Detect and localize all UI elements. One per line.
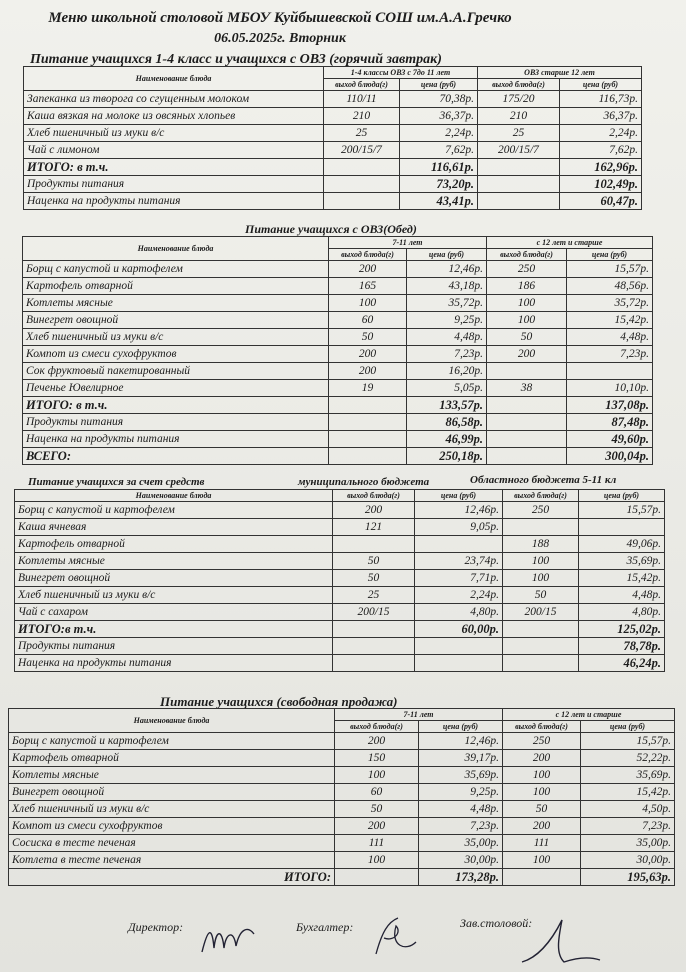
menu-row xyxy=(15,536,665,553)
price-b: 15,42р. xyxy=(579,570,665,587)
col-name-header: Наименование блюда xyxy=(15,490,333,502)
portion-a: 150 xyxy=(335,750,419,767)
col-name-header: Наименование блюда xyxy=(9,709,335,733)
markup-label: Наценка на продукты питания xyxy=(15,655,333,672)
price-a: 36,37р. xyxy=(400,108,478,125)
price-a: 43,18р. xyxy=(407,278,487,295)
grand-total-row xyxy=(23,448,653,465)
price-b: 15,42р. xyxy=(567,312,653,329)
portion-b: 250 xyxy=(503,502,579,519)
total-label: ИТОГО: в т.ч. xyxy=(24,159,324,176)
portion-a: 50 xyxy=(333,553,415,570)
portion-a: 200 xyxy=(335,818,419,835)
menu-row xyxy=(23,380,653,397)
col-name-header: Наименование блюда xyxy=(24,67,324,91)
portion-a: 100 xyxy=(329,295,407,312)
total-a: 116,61р. xyxy=(400,159,478,176)
dish-name: Компот из смеси сухофруктов xyxy=(23,346,329,363)
price-b: 35,69р. xyxy=(579,553,665,570)
portion-a: 111 xyxy=(335,835,419,852)
price-a: 2,24р. xyxy=(415,587,503,604)
food-b: 87,48р. xyxy=(567,414,653,431)
dish-name: Котлеты мясные xyxy=(9,767,335,784)
price-a: 4,80р. xyxy=(415,604,503,621)
food-row xyxy=(15,638,665,655)
portion-b: 100 xyxy=(487,295,567,312)
dish-name: Картофель отварной xyxy=(15,536,333,553)
portion-a: 121 xyxy=(333,519,415,536)
dish-name: Запеканка из творога со сгущенным молоком xyxy=(24,91,324,108)
portion-a: 200/15 xyxy=(333,604,415,621)
price-a: 7,62р. xyxy=(400,142,478,159)
price-b: 35,72р. xyxy=(567,295,653,312)
price-a: 9,25р. xyxy=(407,312,487,329)
dish-name: Котлеты мясные xyxy=(15,553,333,570)
menu-row xyxy=(9,835,675,852)
markup-label: Наценка на продукты питания xyxy=(23,431,329,448)
section-3-title-c: Областного бюджета 5-11 кл xyxy=(470,474,617,486)
food-b: 102,49р. xyxy=(560,176,642,193)
menu-row xyxy=(15,519,665,536)
menu-row xyxy=(23,261,653,278)
free-sale-table xyxy=(8,708,675,886)
col-name-header: Наименование блюда xyxy=(23,237,329,261)
portion-b: 50 xyxy=(503,587,579,604)
total-label: ИТОГО: в т.ч. xyxy=(23,397,329,414)
price-a: 12,46р. xyxy=(415,502,503,519)
portion-a xyxy=(333,536,415,553)
accountant-label: Бухгалтер: xyxy=(296,920,354,934)
portion-b: 200/15 xyxy=(503,604,579,621)
portion-a: 200 xyxy=(329,261,407,278)
price-b: 4,50р. xyxy=(581,801,675,818)
price-a: 7,23р. xyxy=(419,818,503,835)
dish-name: Хлеб пшеничный из муки в/с xyxy=(15,587,333,604)
price-b: 4,80р. xyxy=(579,604,665,621)
portion-b: 250 xyxy=(503,733,581,750)
menu-row xyxy=(15,570,665,587)
col-price-header: цена (руб) xyxy=(560,79,642,91)
col-out-header: выход блюда(г) xyxy=(329,249,407,261)
food-b: 78,78р. xyxy=(579,638,665,655)
food-row xyxy=(24,176,642,193)
portion-a: 100 xyxy=(335,767,419,784)
menu-row xyxy=(23,346,653,363)
menu-row xyxy=(23,295,653,312)
total-row xyxy=(9,869,675,886)
price-b: 36,37р. xyxy=(560,108,642,125)
section-2-title: Питание учащихся с ОВЗ(Обед) xyxy=(245,222,417,236)
col-price-header: цена (руб) xyxy=(415,490,503,502)
portion-b: 186 xyxy=(487,278,567,295)
portion-b: 100 xyxy=(503,767,581,784)
portion-a: 200 xyxy=(329,346,407,363)
price-b: 10,10р. xyxy=(567,380,653,397)
price-a xyxy=(415,536,503,553)
group-a-header: 7-11 лет xyxy=(329,237,487,249)
price-a: 9,25р. xyxy=(419,784,503,801)
col-out-header: выход блюда(г) xyxy=(335,721,419,733)
total-a: 173,28р. xyxy=(419,869,503,886)
group-a-header: 1-4 классы ОВЗ с 7до 11 лет xyxy=(324,67,478,79)
dish-name: Печенье Ювелирное xyxy=(23,380,329,397)
menu-row xyxy=(9,750,675,767)
food-a: 86,58р. xyxy=(407,414,487,431)
dish-name: Винегрет овощной xyxy=(23,312,329,329)
dish-name: Компот из смеси сухофруктов xyxy=(9,818,335,835)
dish-name: Борщ с капустой и картофелем xyxy=(23,261,329,278)
portion-a: 19 xyxy=(329,380,407,397)
price-a: 35,72р. xyxy=(407,295,487,312)
col-out-header: выход блюда(г) xyxy=(478,79,560,91)
total-b: 162,96р. xyxy=(560,159,642,176)
total-row xyxy=(24,159,642,176)
menu-row xyxy=(9,852,675,869)
lunch-ovz-table xyxy=(22,236,653,465)
dish-name: Винегрет овощной xyxy=(15,570,333,587)
food-row xyxy=(23,414,653,431)
dish-name: Борщ с капустой и картофелем xyxy=(9,733,335,750)
total-b: 125,02р. xyxy=(579,621,665,638)
markup-a: 46,99р. xyxy=(407,431,487,448)
dish-name: Котлета в тесте печеная xyxy=(9,852,335,869)
price-b: 2,24р. xyxy=(560,125,642,142)
budget-table xyxy=(14,489,665,672)
price-a: 70,38р. xyxy=(400,91,478,108)
markup-row xyxy=(15,655,665,672)
section-3-title-b: муниципального бюджета xyxy=(298,476,430,488)
total-row xyxy=(15,621,665,638)
portion-a: 50 xyxy=(333,570,415,587)
price-b: 4,48р. xyxy=(567,329,653,346)
portion-b: 50 xyxy=(487,329,567,346)
col-out-header: выход блюда(г) xyxy=(324,79,400,91)
price-b: 15,42р. xyxy=(581,784,675,801)
portion-a: 200 xyxy=(335,733,419,750)
group-b-header: с 12 лет и старше xyxy=(503,709,675,721)
markup-b: 60,47р. xyxy=(560,193,642,210)
col-price-header: цена (руб) xyxy=(407,249,487,261)
grand-total-a: 250,18р. xyxy=(407,448,487,465)
col-price-header: цена (руб) xyxy=(581,721,675,733)
portion-a: 25 xyxy=(324,125,400,142)
menu-row xyxy=(23,278,653,295)
total-a: 60,00р. xyxy=(415,621,503,638)
portion-b: 25 xyxy=(478,125,560,142)
price-b xyxy=(579,519,665,536)
menu-row xyxy=(24,91,642,108)
dish-name: Картофель отварной xyxy=(23,278,329,295)
price-b: 35,69р. xyxy=(581,767,675,784)
col-price-header: цена (руб) xyxy=(579,490,665,502)
food-label: Продукты питания xyxy=(24,176,324,193)
portion-b: 100 xyxy=(503,553,579,570)
portion-b xyxy=(487,363,567,380)
total-row xyxy=(23,397,653,414)
price-a: 30,00р. xyxy=(419,852,503,869)
price-a: 35,69р. xyxy=(419,767,503,784)
col-out-header: выход блюда(г) xyxy=(487,249,567,261)
col-out-header: выход блюда(г) xyxy=(333,490,415,502)
menu-row xyxy=(9,818,675,835)
portion-a: 200/15/7 xyxy=(324,142,400,159)
markup-row xyxy=(24,193,642,210)
group-b-header: с 12 лет и старше xyxy=(487,237,653,249)
food-label: Продукты питания xyxy=(15,638,333,655)
portion-b: 100 xyxy=(503,570,579,587)
portion-a: 100 xyxy=(335,852,419,869)
portion-b: 111 xyxy=(503,835,581,852)
dish-name: Каша ячневая xyxy=(15,519,333,536)
portion-b: 100 xyxy=(503,852,581,869)
total-label: ИТОГО: xyxy=(9,869,335,886)
price-b: 15,57р. xyxy=(579,502,665,519)
total-b: 137,08р. xyxy=(567,397,653,414)
portion-a: 210 xyxy=(324,108,400,125)
price-a: 7,71р. xyxy=(415,570,503,587)
dish-name: Борщ с капустой и картофелем xyxy=(15,502,333,519)
price-b: 15,57р. xyxy=(581,733,675,750)
total-b: 195,63р. xyxy=(581,869,675,886)
portion-a: 110/11 xyxy=(324,91,400,108)
price-b: 7,23р. xyxy=(581,818,675,835)
price-a: 4,48р. xyxy=(419,801,503,818)
markup-b: 46,24р. xyxy=(579,655,665,672)
col-price-header: цена (руб) xyxy=(419,721,503,733)
price-a: 2,24р. xyxy=(400,125,478,142)
dish-name: Винегрет овощной xyxy=(9,784,335,801)
price-a: 35,00р. xyxy=(419,835,503,852)
dish-name: Сосиска в тесте печеная xyxy=(9,835,335,852)
menu-date: 06.05.2025г. Вторник xyxy=(214,31,346,46)
price-b: 52,22р. xyxy=(581,750,675,767)
price-a: 12,46р. xyxy=(419,733,503,750)
portion-b xyxy=(503,519,579,536)
menu-row xyxy=(24,142,642,159)
director-label: Директор: xyxy=(128,920,184,934)
group-b-header: ОВЗ старше 12 лет xyxy=(478,67,642,79)
breakfast-table xyxy=(23,66,642,210)
dish-name: Хлеб пшеничный из муки в/с xyxy=(24,125,324,142)
grand-total-label: ВСЕГО: xyxy=(23,448,329,465)
price-b: 7,62р. xyxy=(560,142,642,159)
dish-name: Котлеты мясные xyxy=(23,295,329,312)
section-4-title: Питание учащихся (свободная продажа) xyxy=(160,694,398,709)
section-1-title: Питание учащихся 1-4 класс и учащихся с ОВЗ (горячий завтрак) xyxy=(30,52,442,67)
price-a: 4,48р. xyxy=(407,329,487,346)
portion-a: 25 xyxy=(333,587,415,604)
col-price-header: цена (руб) xyxy=(567,249,653,261)
price-a: 12,46р. xyxy=(407,261,487,278)
dish-name: Чай с сахаром xyxy=(15,604,333,621)
menu-row xyxy=(24,125,642,142)
portion-b: 50 xyxy=(503,801,581,818)
dish-name: Картофель отварной xyxy=(9,750,335,767)
portion-b: 100 xyxy=(503,784,581,801)
price-b: 4,48р. xyxy=(579,587,665,604)
price-b: 30,00р. xyxy=(581,852,675,869)
section-3-title-a: Питание учащихся за счет средств xyxy=(28,476,205,488)
markup-row xyxy=(23,431,653,448)
markup-a: 43,41р. xyxy=(400,193,478,210)
markup-b: 49,60р. xyxy=(567,431,653,448)
portion-b: 200 xyxy=(503,750,581,767)
price-a: 16,20р. xyxy=(407,363,487,380)
portion-b: 210 xyxy=(478,108,560,125)
portion-b: 38 xyxy=(487,380,567,397)
price-b: 15,57р. xyxy=(567,261,653,278)
menu-row xyxy=(15,502,665,519)
price-b: 116,73р. xyxy=(560,91,642,108)
price-b: 49,06р. xyxy=(579,536,665,553)
price-a: 5,05р. xyxy=(407,380,487,397)
dish-name: Сок фруктовый пакетированный xyxy=(23,363,329,380)
col-out-header: выход блюда(г) xyxy=(503,721,581,733)
price-a: 7,23р. xyxy=(407,346,487,363)
dish-name: Чай с лимоном xyxy=(24,142,324,159)
portion-b: 200/15/7 xyxy=(478,142,560,159)
portion-b: 200 xyxy=(487,346,567,363)
portion-a: 50 xyxy=(335,801,419,818)
price-b: 35,00р. xyxy=(581,835,675,852)
grand-total-b: 300,04р. xyxy=(567,448,653,465)
menu-row xyxy=(9,784,675,801)
menu-row xyxy=(9,801,675,818)
price-a: 9,05р. xyxy=(415,519,503,536)
accountant-signature xyxy=(368,912,428,962)
portion-b: 100 xyxy=(487,312,567,329)
price-b: 48,56р. xyxy=(567,278,653,295)
menu-row xyxy=(15,587,665,604)
total-label: ИТОГО:в т.ч. xyxy=(15,621,333,638)
portion-a: 50 xyxy=(329,329,407,346)
portion-a: 165 xyxy=(329,278,407,295)
director-signature xyxy=(196,918,266,958)
portion-b: 188 xyxy=(503,536,579,553)
price-b xyxy=(567,363,653,380)
col-out-header: выход блюда(г) xyxy=(503,490,579,502)
menu-row xyxy=(15,553,665,570)
menu-row xyxy=(24,108,642,125)
portion-b: 200 xyxy=(503,818,581,835)
canteen-signature xyxy=(516,914,606,970)
price-b: 7,23р. xyxy=(567,346,653,363)
portion-b: 250 xyxy=(487,261,567,278)
portion-a: 200 xyxy=(333,502,415,519)
menu-row xyxy=(9,767,675,784)
menu-title: Меню школьной столовой МБОУ Куйбышевской СОШ им.А.А.Гречко xyxy=(48,10,512,26)
price-a: 23,74р. xyxy=(415,553,503,570)
menu-row xyxy=(23,329,653,346)
col-price-header: цена (руб) xyxy=(400,79,478,91)
menu-row xyxy=(15,604,665,621)
group-a-header: 7-11 лет xyxy=(335,709,503,721)
dish-name: Хлеб пшеничный из муки в/с xyxy=(9,801,335,818)
menu-row xyxy=(23,312,653,329)
canteen-label: Зав.столовой: xyxy=(460,916,533,930)
portion-a: 200 xyxy=(329,363,407,380)
menu-row xyxy=(23,363,653,380)
dish-name: Хлеб пшеничный из муки в/с xyxy=(23,329,329,346)
portion-a: 60 xyxy=(329,312,407,329)
portion-a: 60 xyxy=(335,784,419,801)
price-a: 39,17р. xyxy=(419,750,503,767)
food-a: 73,20р. xyxy=(400,176,478,193)
dish-name: Каша вязкая на молоке из овсяных хлопьев xyxy=(24,108,324,125)
portion-b: 175/20 xyxy=(478,91,560,108)
food-label: Продукты питания xyxy=(23,414,329,431)
total-a: 133,57р. xyxy=(407,397,487,414)
menu-row xyxy=(9,733,675,750)
markup-label: Наценка на продукты питания xyxy=(24,193,324,210)
